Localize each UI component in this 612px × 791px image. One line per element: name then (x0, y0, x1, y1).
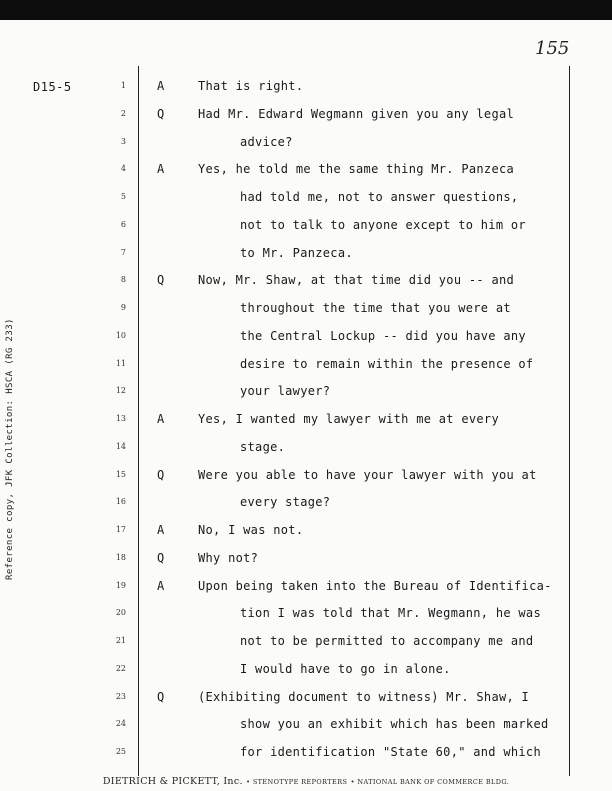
line-number: 25 (115, 747, 126, 756)
transcript-line (0, 744, 612, 764)
transcript-line (0, 522, 612, 542)
testimony-text: to Mr. Panzeca. (240, 245, 353, 260)
testimony-text: your lawyer? (240, 384, 331, 399)
transcript-line (0, 689, 612, 709)
reporter-footer: DIETRICH & PICKETT, Inc. • STENOTYPE REPORTERS • NATIONAL BANK OF COMMERCE BLDG. (102, 776, 510, 787)
testimony-text: Upon being taken into the Bureau of Identifica- (198, 578, 552, 593)
testimony-text: stage. (240, 439, 286, 454)
speaker-label: A (157, 412, 165, 426)
line-number: 16 (115, 497, 126, 507)
line-number: 12 (115, 386, 126, 396)
line-number: 20 (115, 608, 126, 618)
line-number: 8 (120, 275, 126, 285)
line-number: 10 (115, 330, 126, 340)
transcript-line (0, 716, 612, 736)
speaker-label: Q (157, 273, 165, 288)
transcript-line (0, 439, 612, 459)
speaker-label: A (157, 79, 165, 93)
transcript-line (0, 300, 612, 320)
footer-address: NATIONAL BANK OF COMMERCE BLDG. (357, 778, 510, 786)
transcript-line (0, 134, 612, 154)
testimony-text: I would have to go in alone. (240, 661, 451, 676)
speaker-label: A (157, 523, 165, 537)
speaker-label: Q (157, 467, 165, 482)
line-number: 3 (120, 136, 126, 146)
testimony-text: for identification "State 60," and which (240, 745, 541, 759)
transcript-line (0, 161, 612, 181)
line-number: 5 (120, 192, 126, 201)
testimony-text: No, I was not. (198, 523, 304, 537)
testimony-text: (Exhibiting document to witness) Mr. Shaw, I (198, 689, 530, 704)
transcript-line (0, 78, 612, 98)
line-number: 22 (115, 663, 126, 673)
transcript-line (0, 189, 612, 209)
line-number: 7 (120, 247, 126, 257)
line-number: 9 (120, 303, 126, 312)
speaker-label: A (157, 578, 165, 593)
testimony-text: tion I was told that Mr. Wegmann, he was (240, 606, 541, 621)
line-number: 18 (115, 552, 126, 562)
speaker-label: A (157, 162, 165, 177)
line-number: 15 (115, 469, 126, 479)
speaker-label: Q (157, 550, 165, 565)
document-id: D15-5 (33, 80, 72, 94)
testimony-text: Yes, he told me the same thing Mr. Panzeca (198, 162, 515, 177)
testimony-text: had told me, not to answer questions, (240, 190, 519, 204)
testimony-text: That is right. (198, 79, 304, 93)
archive-margin-note: Reference copy, JFK Collection: HSCA (RG 233) (5, 318, 15, 580)
transcript-line (0, 245, 612, 265)
line-number: 11 (115, 358, 126, 368)
line-number: 17 (115, 525, 126, 534)
transcript-line (0, 467, 612, 487)
speaker-label: Q (157, 106, 165, 121)
page-number: 155 (535, 38, 570, 59)
line-number: 6 (120, 219, 126, 229)
testimony-text: throughout the time that you were at (240, 301, 511, 315)
line-number: 13 (115, 414, 126, 423)
speaker-label: Q (157, 689, 165, 704)
transcript-line (0, 328, 612, 348)
line-number: 19 (115, 580, 126, 590)
testimony-text: not to be permitted to accompany me and (240, 634, 534, 648)
testimony-text: advice? (240, 134, 293, 149)
footer-company: DIETRICH & PICKETT, Inc. (102, 776, 243, 787)
transcript-line (0, 494, 612, 514)
transcript-line (0, 578, 612, 598)
line-number: 1 (120, 81, 126, 90)
line-number: 2 (120, 108, 126, 118)
line-number: 21 (115, 636, 126, 645)
testimony-text: Were you able to have your lawyer with you at (198, 467, 537, 482)
testimony-text: show you an exhibit which has been marked (240, 717, 549, 732)
transcript-line (0, 356, 612, 376)
transcript-line (0, 106, 612, 126)
transcript-line (0, 605, 612, 625)
transcript-line (0, 383, 612, 403)
transcript-line (0, 411, 612, 431)
transcript-line (0, 217, 612, 237)
transcript-line (0, 661, 612, 681)
transcript-line (0, 272, 612, 292)
testimony-text: not to talk to anyone except to him or (240, 217, 526, 232)
testimony-text: desire to remain within the presence of (240, 356, 534, 371)
testimony-text: Had Mr. Edward Wegmann given you any legal (198, 106, 515, 121)
testimony-text: every stage? (240, 495, 331, 510)
footer-role: STENOTYPE REPORTERS (252, 778, 348, 786)
transcript-line (0, 633, 612, 653)
line-number: 14 (115, 441, 126, 451)
testimony-text: the Central Lockup -- did you have any (240, 328, 526, 343)
testimony-text: Now, Mr. Shaw, at that time did you -- and (198, 273, 515, 288)
testimony-text: Yes, I wanted my lawyer with me at every (198, 412, 499, 426)
transcript-line (0, 550, 612, 570)
line-number: 4 (120, 164, 126, 174)
line-number: 23 (115, 691, 126, 701)
testimony-text: Why not? (198, 550, 259, 565)
line-number: 24 (115, 719, 126, 729)
